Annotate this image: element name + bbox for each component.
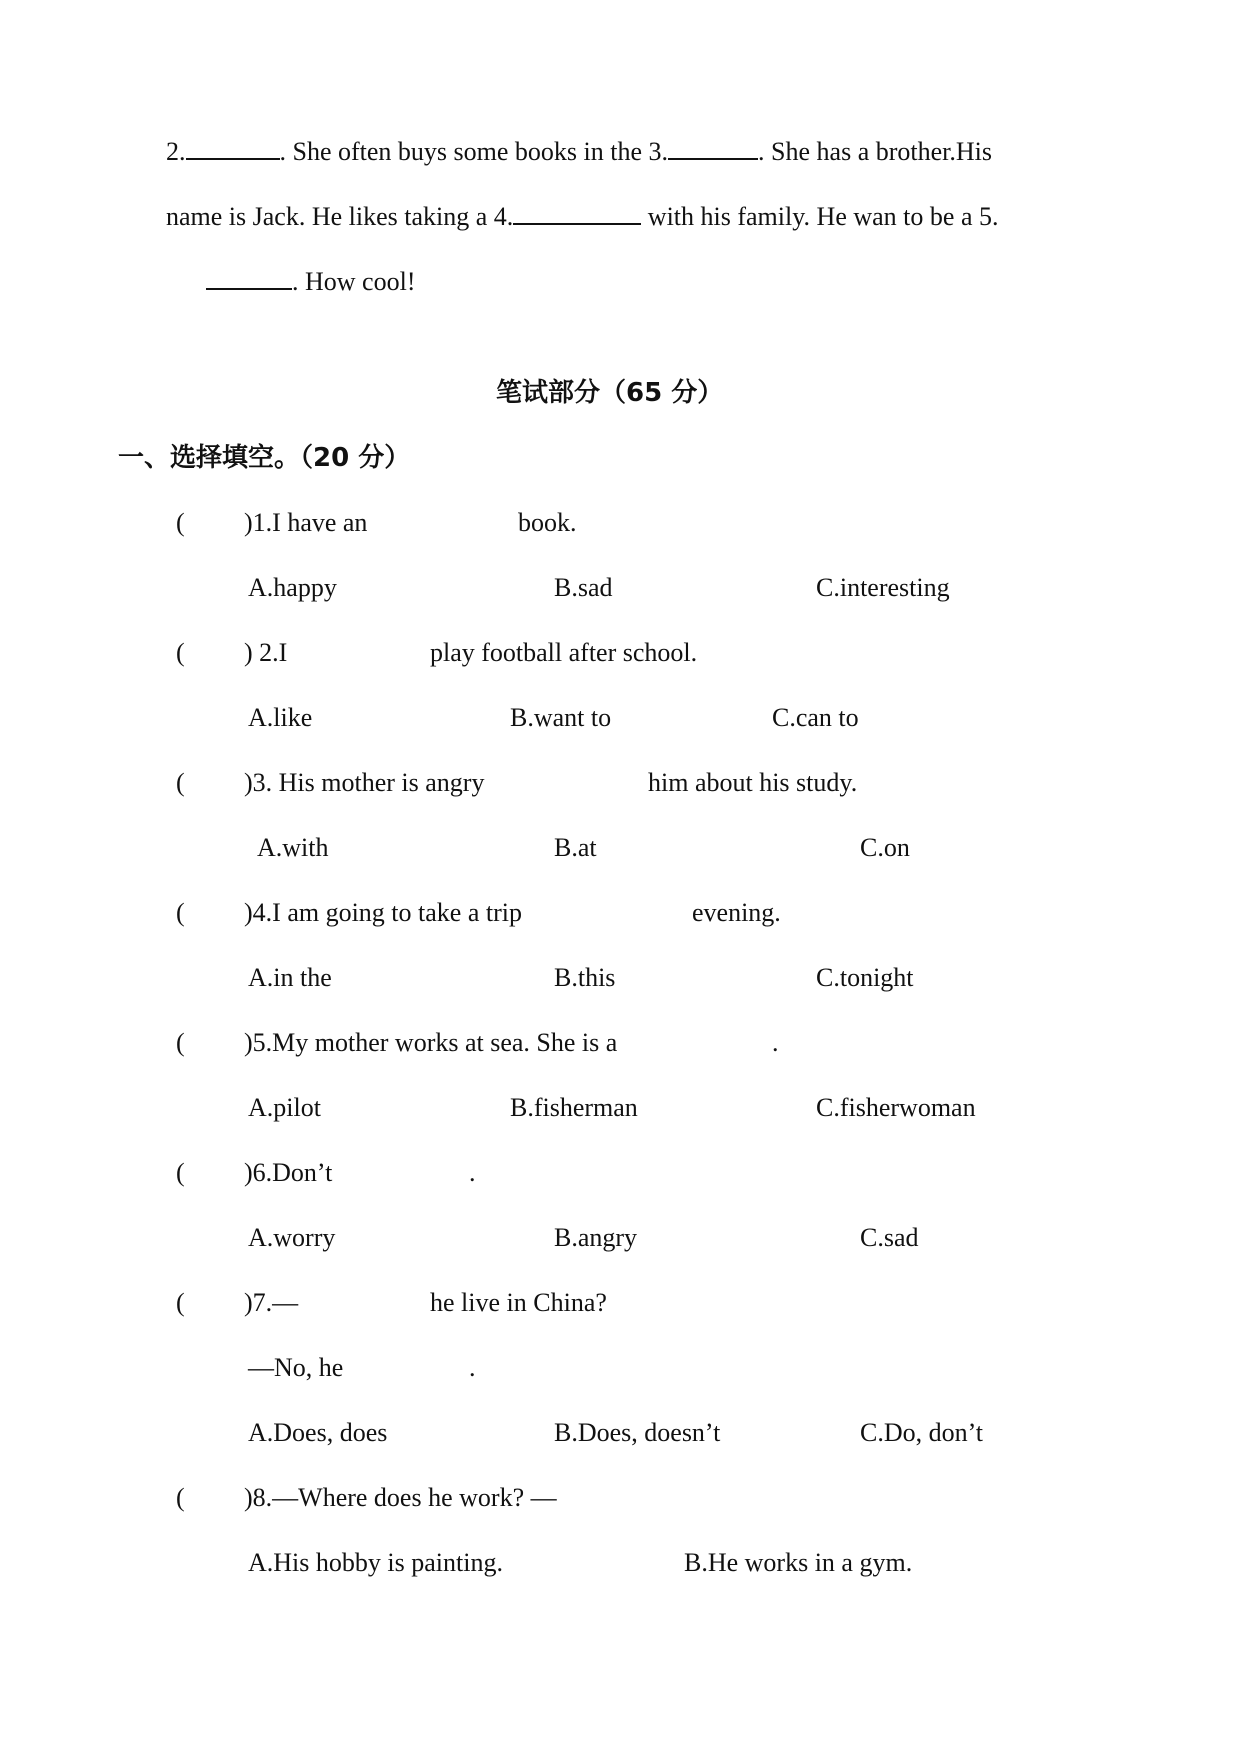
option-a[interactable]: A.pilot (248, 1093, 321, 1122)
option-a[interactable]: A.like (248, 703, 313, 732)
passage-text: . She often buys some books in the 3. (279, 137, 669, 166)
question-stem: )1.I have an (244, 508, 368, 537)
question-stem-end: book. (518, 508, 577, 537)
option-b[interactable]: B.sad (554, 573, 613, 602)
question-stem-end: him about his study. (648, 768, 858, 797)
section-title: 一、选择填空。（20 分） (118, 443, 411, 473)
question-stem: ) 2.I (244, 638, 288, 667)
passage-text: name is Jack. He likes taking a 4. (166, 202, 514, 231)
answer-blank-2[interactable] (186, 136, 280, 160)
page-heading: 笔试部分（65 分） (496, 378, 724, 408)
answer-paren[interactable]: ( (176, 898, 185, 927)
question-stem: )7.— (244, 1288, 299, 1317)
option-b[interactable]: B.He works in a gym. (684, 1548, 913, 1577)
option-a[interactable]: A.His hobby is painting. (248, 1548, 503, 1577)
question-stem-end: he live in China? (430, 1288, 607, 1317)
passage-text: . She has a brother.His (758, 137, 992, 166)
option-c[interactable]: C.can to (772, 703, 859, 732)
question-stem: )4.I am going to take a trip (244, 898, 522, 927)
passage-line-2 (166, 200, 998, 234)
option-c[interactable]: C.on (860, 833, 910, 862)
option-c[interactable]: C.tonight (816, 963, 914, 992)
answer-paren[interactable]: ( (176, 1288, 185, 1317)
passage-line-1 (166, 135, 992, 169)
answer-blank-3[interactable] (668, 136, 758, 160)
option-a[interactable]: A.in the (248, 963, 332, 992)
option-c[interactable]: C.interesting (816, 573, 950, 602)
question-stem-end: . (469, 1158, 476, 1187)
option-a[interactable]: A.worry (248, 1223, 336, 1252)
option-a[interactable]: A.happy (248, 573, 337, 602)
option-c[interactable]: C.sad (860, 1223, 919, 1252)
passage-line-3 (206, 265, 415, 299)
question-response-end: . (469, 1353, 476, 1382)
option-a[interactable]: A.with (257, 833, 329, 862)
answer-paren[interactable]: ( (176, 1028, 185, 1057)
question-stem: )3. His mother is angry (244, 768, 485, 797)
question-stem-end: play football after school. (430, 638, 698, 667)
option-b[interactable]: B.at (554, 833, 597, 862)
option-b[interactable]: B.Does, doesn’t (554, 1418, 721, 1447)
passage-text: with his family. He wan to be a 5. (641, 202, 999, 231)
question-stem: )8.—Where does he work? — (244, 1483, 557, 1512)
option-c[interactable]: C.Do, don’t (860, 1418, 984, 1447)
answer-blank-5[interactable] (206, 266, 292, 290)
option-b[interactable]: B.this (554, 963, 616, 992)
option-c[interactable]: C.fisherwoman (816, 1093, 976, 1122)
answer-paren[interactable]: ( (176, 638, 185, 667)
option-a[interactable]: A.Does, does (248, 1418, 388, 1447)
question-stem-end: . (772, 1028, 779, 1057)
question-response: —No, he (248, 1353, 344, 1382)
option-b[interactable]: B.angry (554, 1223, 638, 1252)
question-stem: )5.My mother works at sea. She is a (244, 1028, 618, 1057)
answer-blank-4[interactable] (513, 201, 641, 225)
answer-paren[interactable]: ( (176, 1483, 185, 1512)
option-b[interactable]: B.want to (510, 703, 612, 732)
answer-paren[interactable]: ( (176, 768, 185, 797)
question-stem-end: evening. (692, 898, 781, 927)
passage-text: . How cool! (292, 267, 416, 296)
answer-paren[interactable]: ( (176, 1158, 185, 1187)
option-b[interactable]: B.fisherman (510, 1093, 638, 1122)
answer-paren[interactable]: ( (176, 508, 185, 537)
passage-number-2: 2. (166, 137, 186, 166)
question-stem: )6.Don’t (244, 1158, 333, 1187)
